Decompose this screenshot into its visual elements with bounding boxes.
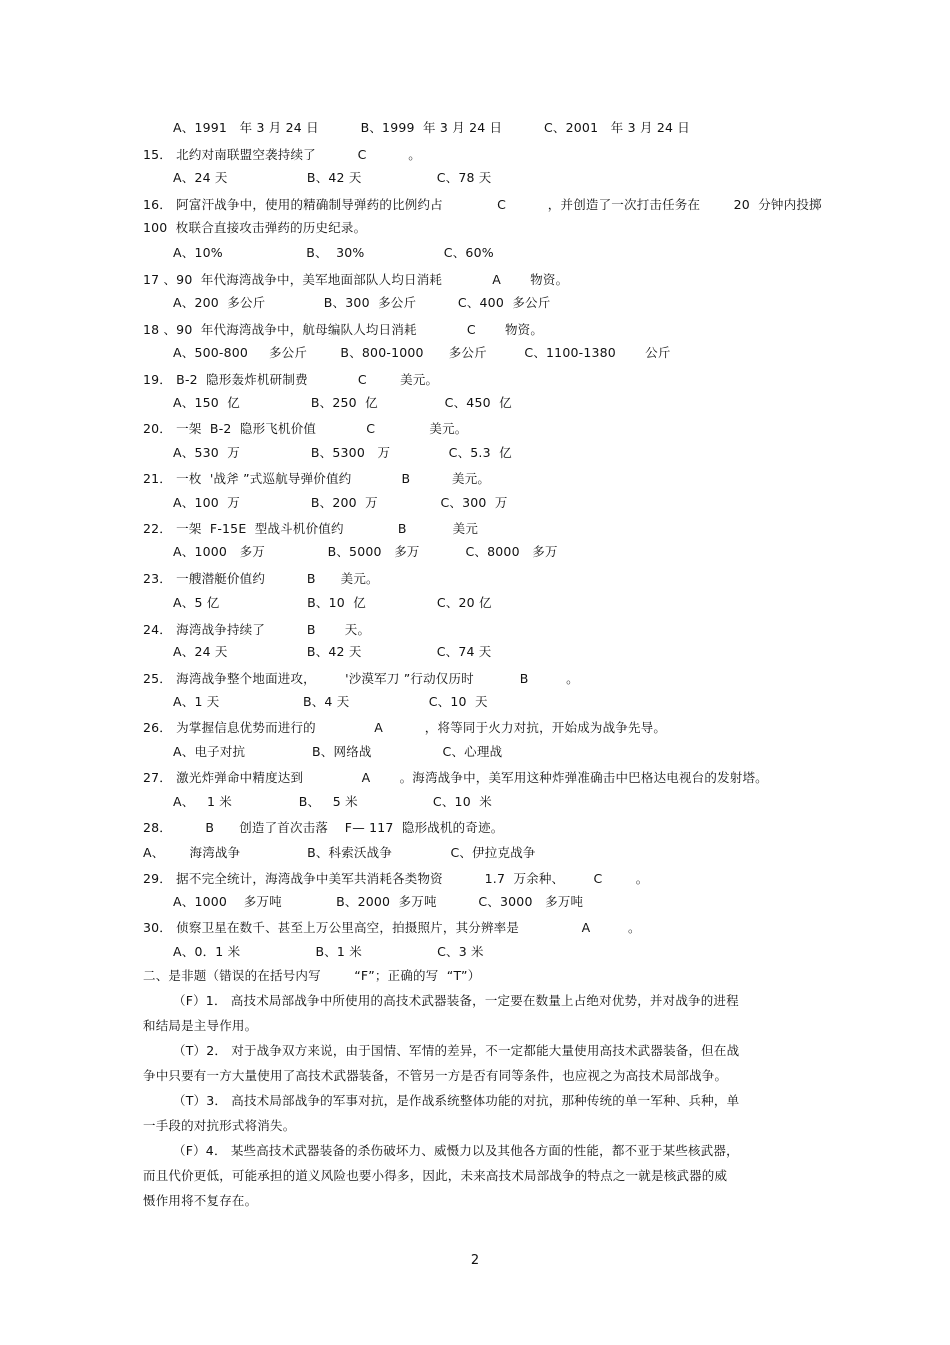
text-line: 15． 北约对南联盟空袭持续了 C 。	[143, 147, 421, 162]
text-line: 而且代价更低，可能承担的道义风险也要小得多，因此，未来高技术局部战争的特点之一就是核武器的威	[143, 1168, 728, 1183]
text-line: A、150 亿 B、250 亿 C、450 亿	[173, 395, 512, 410]
text-line: 27． 激光炸弹命中精度达到 A 。海湾战争中，美军用这种炸弹准确击中巴格达电视台的发射塔。	[143, 770, 768, 785]
text-line: 25． 海湾战争整个地面进攻， '沙漠军刀 ”行动仅历时 B 。	[143, 671, 579, 686]
text-line: 28． B 创造了首次击落 F— 117 隐形战机的奇迹。	[143, 820, 504, 835]
text-line: 17 、90 年代海湾战争中，美军地面部队人均日消耗 A 物资。	[143, 272, 569, 287]
text-line: A、1991 年 3 月 24 日 B、1999 年 3 月 24 日 C、2001 年 3 月 24 日	[173, 120, 691, 135]
text-line: A、0．1 米 B、1 米 C、3 米	[173, 944, 484, 959]
text-line: A、200 多公斤 B、300 多公斤 C、400 多公斤	[173, 295, 551, 310]
text-line: （F）1． 高技术局部战争中所使用的高技术武器装备，一定要在数量上占绝对优势，并对战争的进程	[173, 993, 739, 1008]
text-line: 16． 阿富汗战争中，使用的精确制导弹药的比例约占 C ，并创造了一次打击任务在 20 分钟内投掷	[143, 197, 822, 212]
text-line: 26． 为掌握信息优势而进行的 A ，将等同于火力对抗，开始成为战争先导。	[143, 720, 667, 735]
text-line: A、24 天 B、42 天 C、78 天	[173, 170, 492, 185]
text-line: 100 枚联合直接攻击弹药的历史纪录。	[143, 220, 367, 235]
text-line: 24． 海湾战争持续了 B 天。	[143, 622, 371, 637]
text-line: 18 、90 年代海湾战争中，航母编队人均日消耗 C 物资。	[143, 322, 544, 337]
text-line: 21． 一枚 '战斧 ”式巡航导弹价值约 B 美元。	[143, 471, 491, 486]
text-line: A、 海湾战争 B、科索沃战争 C、伊拉克战争	[143, 845, 536, 860]
text-line: A、 1 米 B、 5 米 C、10 米	[173, 794, 492, 809]
text-line: 慑作用将不复存在。	[143, 1193, 258, 1208]
text-line: 30． 侦察卫星在数千、甚至上万公里高空，拍摄照片，其分辨率是 A 。	[143, 920, 641, 935]
text-line: A、100 万 B、200 万 C、300 万	[173, 495, 508, 510]
text-line: A、10% B、 30% C、60%	[173, 245, 494, 260]
text-line: （T）2． 对于战争双方来说，由于国情、军情的差异，不一定都能大量使用高技术武器装备，但在战	[173, 1043, 740, 1058]
text-line: 一手段的对抗形式将消失。	[143, 1118, 296, 1133]
text-line: A、5 亿 B、10 亿 C、20 亿	[173, 595, 492, 610]
text-line: 22． 一架 F-15E 型战斗机价值约 B 美元	[143, 521, 479, 536]
text-line: A、530 万 B、5300 万 C、5.3 亿	[173, 445, 512, 460]
text-line: A、1000 多万吨 B、2000 多万吨 C、3000 多万吨	[173, 894, 584, 909]
text-line: 20． 一架 B-2 隐形飞机价值 C 美元。	[143, 421, 468, 436]
text-line: 争中只要有一方大量使用了高技术武器装备，不管另一方是否有同等条件，也应视之为高技术局部战争。	[143, 1068, 728, 1083]
text-line: 23． 一艘潜艇价值约 B 美元。	[143, 571, 379, 586]
page-number: 2	[470, 1253, 480, 1268]
text-line: A、1 天 B、4 天 C、10 天	[173, 694, 488, 709]
text-line: A、500-800 多公斤 B、800-1000 多公斤 C、1100-1380 公斤	[173, 345, 671, 360]
text-line: （F）4． 某些高技术武器装备的杀伤破坏力、威慑力以及其他各方面的性能，都不亚于某些核武器，	[173, 1143, 739, 1158]
text-line: 19． B-2 隐形轰炸机研制费 C 美元。	[143, 372, 439, 387]
text-line: （T）3． 高技术局部战争的军事对抗，是作战系统整体功能的对抗，那种传统的单一军种、兵种，单	[173, 1093, 740, 1108]
text-line: A、1000 多万 B、5000 多万 C、8000 多万	[173, 544, 558, 559]
text-line: A、电子对抗 B、网络战 C、心理战	[173, 744, 503, 759]
text-line: A、24 天 B、42 天 C、74 天	[173, 644, 492, 659]
text-line: 和结局是主导作用。	[143, 1018, 258, 1033]
section-heading: 二、是非题（错误的在括号内写 “F”；正确的写 “T”）	[143, 968, 481, 983]
text-line: 29． 据不完全统计，海湾战争中美军共消耗各类物资 1.7 万余种、 C 。	[143, 871, 649, 886]
